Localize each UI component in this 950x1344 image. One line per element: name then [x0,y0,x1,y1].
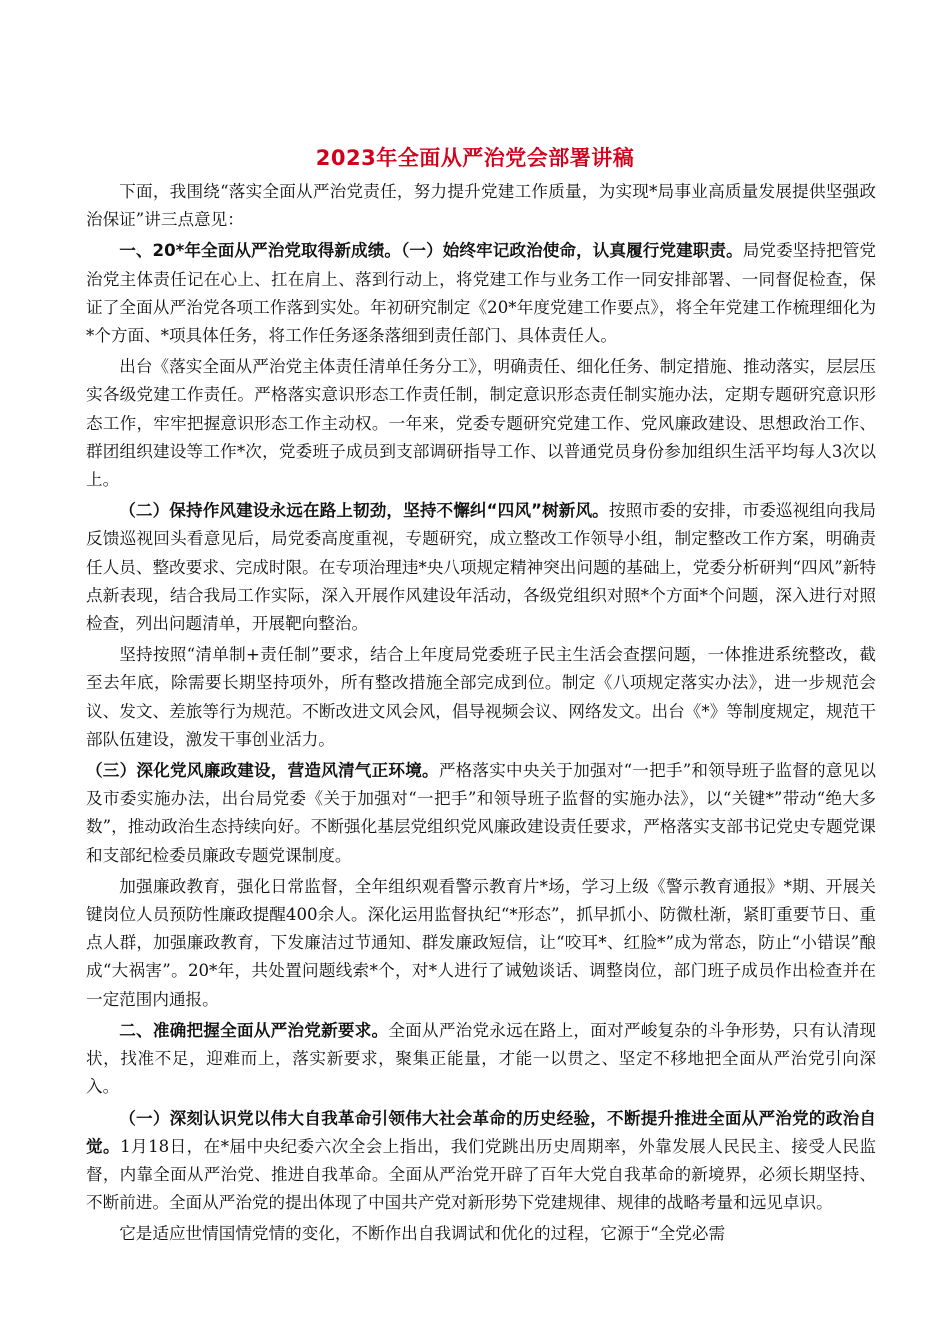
paragraph [86,1220,876,1248]
document-body [86,178,876,1252]
paragraph [86,178,876,234]
paragraph [86,353,876,494]
paragraph-heading: （二）保持作风建设永远在路上韧劲，坚持不懈纠“四风”树新风。 [119,501,609,521]
paragraph [86,237,876,350]
paragraph-text: 出台《落实全面从严治党主体责任清单任务分工》，明确责任、细化任务、制定措施、推动落实，层层压实各级党建工作责任。严格落实意识形态工作责任制，制定意识形态责任制实施办法，定期专题研究意识形态工作，牢牢把握意识形态工作主动权。一年来，党委专题研究党建工作、党风廉政建设、思想政治工作、群团组织建设等工作*次，党委班子成员到支部调研指导工作、以普通党员身份参加组织生活平均每人3次以上。 [86,357,876,490]
paragraph-heading: 一、20*年全面从严治党取得新成绩。（一）始终牢记政治使命，认真履行党建职责。 [119,241,743,261]
paragraph-text: 坚持按照“清单制+责任制”要求，结合上年度局党委班子民主生活会查摆问题，一体推进系统整改，截至去年底，除需要长期坚持项外，所有整改措施全部完成到位。制定《八项规定落实办法》，进一步规范会议、发文、差旅等行为规范。不断改进文风会风，倡导视频会议、网络发文。出台《*》等制度规定，规范干部队伍建设，激发干事创业活力。 [86,645,876,749]
paragraph-text: 全面从严治党永远在路上，面对严峻复杂的斗争形势，只有认清现状，找准不足，迎难而上，落实新要求，聚集正能量，才能一以贯之、坚定不移地把全面从严治党引向深入。 [86,1020,876,1097]
paragraph-text: 按照市委的安排，市委巡视组向我局反馈巡视回头看意见后，局党委高度重视，专题研究，成立整改工作领导小组，制定整改工作方案，明确责任人员、整改要求、完成时限。在专项治理违*央八项规定精神突出问题的基础上，党委分析研判“四风”新特点新表现，结合我局工作实际，深入开展作风建设年活动，各级党组织对照*个方面*个问题，深入进行对照检查，列出问题清单，开展靶向整治。 [86,501,876,634]
paragraph-text: 下面，我围绕“落实全面从严治党责任，努力提升党建工作质量，为实现*局事业高质量发展提供坚强政治保证”讲三点意见： [86,182,876,230]
paragraph-text: 1月18日，在*届中央纪委六次全会上指出，我们党跳出历史周期率，外靠发展人民民主、接受人民监督，内靠全面从严治党、推进自我革命。全面从严治党开辟了百年大党自我革命的新境界，必须长期坚持、不断前进。全面从严治党的提出体现了中国共产党对新形势下党建规律、规律的战略考量和远见卓识。 [86,1136,877,1213]
paragraph-heading: 二、准确把握全面从严治党新要求。 [119,1020,389,1040]
paragraph [86,1105,876,1218]
paragraph-heading: （一）深刻认识党以伟大自我革命引领伟大社会革命的历史经验，不断提升推进全面从严治党的政治自觉。 [86,1108,876,1156]
document-title: 2023年全面从严治党会部署讲稿 [315,146,635,170]
paragraph-text: 它是适应世情国情党情的变化，不断作出自我调试和优化的过程，它源于“全党必需 [119,1224,726,1244]
paragraph [86,641,876,754]
paragraph-heading: （三）深化党风廉政建设，营造风清气正环境。 [86,761,439,781]
paragraph [86,497,876,638]
paragraph [86,1017,876,1102]
paragraph-text: 严格落实中央关于加强对“一把手”和领导班子监督的意见以及市委实施办法，出台局党委《关于加强对“一把手”和领导班子监督的实施办法》，以“关键*”带动“绝大多数”，推动政治生态持续向好。不断强化基层党组织党风廉政建设责任要求，严格落实支部书记党史专题党课和支部纪检委员廉政专题党课制度。 [86,761,876,865]
paragraph [86,873,876,1014]
paragraph-text: 加强廉政教育，强化日常监督，全年组织观看警示教育片*场，学习上级《警示教育通报》*期、开展关键岗位人员预防性廉政提醒400余人。深化运用监督执纪“*形态”，抓早抓小、防微杜渐，紧盯重要节日、重点人群，加强廉政教育，下发廉洁过节通知、群发廉政短信，让“咬耳*、红脸*”成为常态，防止“小错误”酿成“大祸害”。20*年，共处置问题线索*个，对*人进行了诫勉谈话、调整岗位，部门班子成员作出检查并在一定范围内通报。 [86,876,876,1009]
paragraph-text: 局党委坚持把管党治党主体责任记在心上、扛在肩上、落到行动上，将党建工作与业务工作一同安排部署、一同督促检查，保证了全面从严治党各项工作落到实处。年初研究制定《20*年度党建工作要点》，将全年党建工作梳理细化为*个方面、*项具体任务，将工作任务逐条落细到责任部门、具体责任人。 [86,241,877,346]
paragraph [86,757,876,870]
